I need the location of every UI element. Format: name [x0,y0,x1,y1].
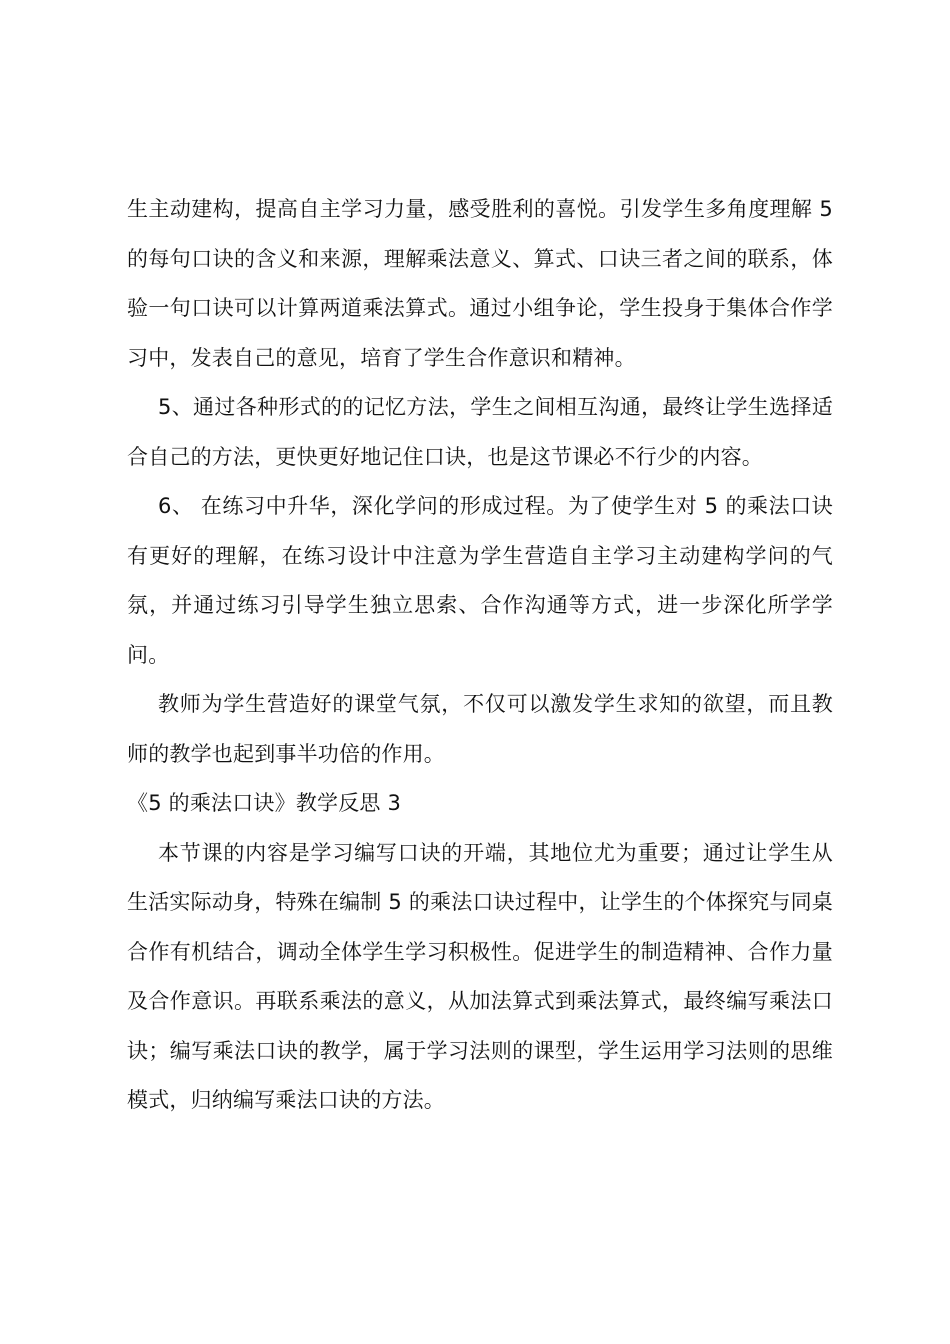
paragraph-reflection-3: 本节课的内容是学习编写口诀的开端，其地位尤为重要；通过让学生从生活实际动身，特殊在编制 5 的乘法口诀过程中，让学生的个体探究与同桌合作有机结合，调动全体学生学习积极性。促进学生的制造精神、合作力量及合作意识。再联系乘法的意义，从加法算式到乘法算式，最终编写乘法口诀；编写乘法口诀的教学，属于学习法则的课型，学生运用学习法则的思维模式，归纳编写乘法口诀的方法。 [127,840,833,1112]
paragraph-item-5: 5、通过各种形式的的记忆方法，学生之间相互沟通，最终让学生选择适合自己的方法，更快更好地记住口诀，也是这节课必不行少的内容。 [127,395,833,469]
paragraph-continuation: 生主动建构，提高自主学习力量，感受胜利的喜悦。引发学生多角度理解 5 的每句口诀的含义和来源，理解乘法意义、算式、口诀三者之间的联系，体验一句口诀可以计算两道乘法算式。通过小组争论，学生投身于集体合作学习中，发表自己的意见，培育了学生合作意识和精神。 [127,197,833,370]
section-heading: 《5 的乘法口诀》教学反思 3 [127,791,402,815]
paragraph-conclusion: 教师为学生营造好的课堂气氛，不仅可以激发学生求知的欲望，而且教师的教学也起到事半功倍的作用。 [127,692,833,766]
document-body [127,185,833,1126]
paragraph-item-6: 6、 在练习中升华，深化学问的形成过程。为了使学生对 5 的乘法口诀有更好的理解，在练习设计中注意为学生营造自主学习主动建构学问的气氛，并通过练习引导学生独立思索、合作沟通等方式，进一步深化所学学问。 [127,494,833,667]
